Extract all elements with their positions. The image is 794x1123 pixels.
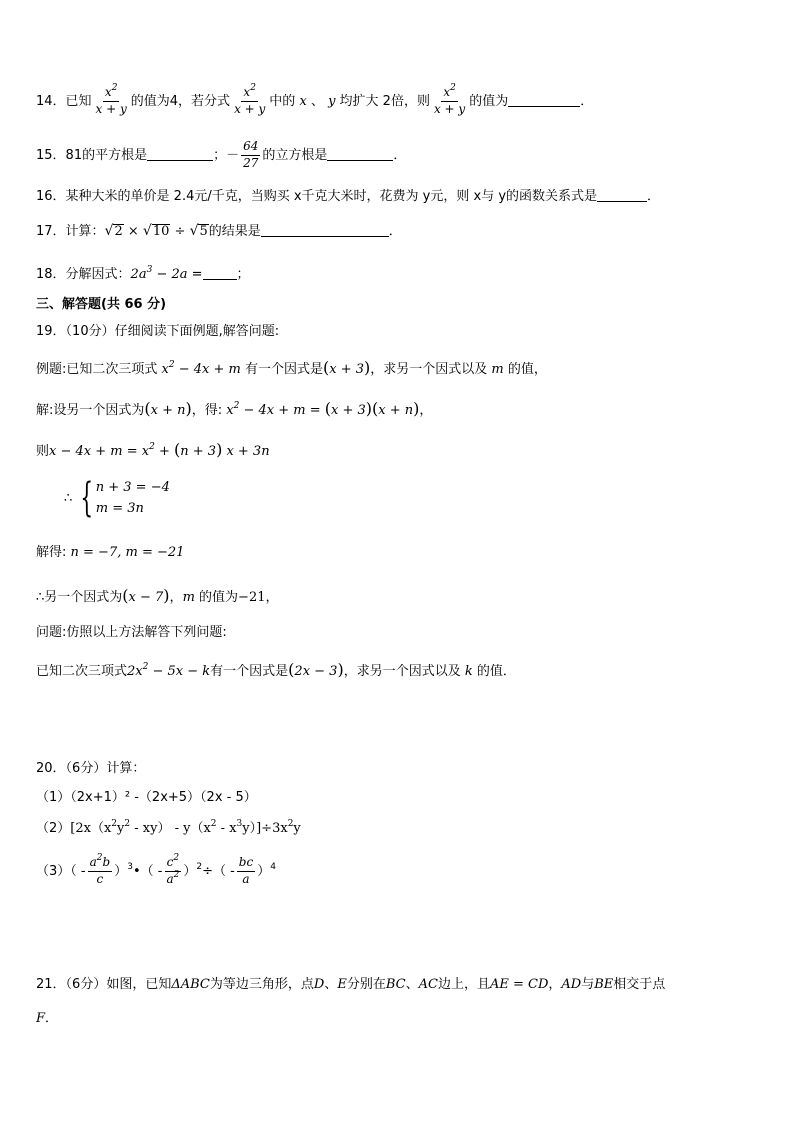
fraction-x2-over-x-plus-y: $\frac{x^2}{x + y}$: [234, 83, 266, 116]
question-21-line-2: F．: [36, 1011, 59, 1026]
answer-blank[interactable]: [261, 224, 389, 237]
question-17: 17．计算：√2 × √10 ÷ √5的结果是 ．: [36, 223, 402, 239]
question-14: 14．已知 $\frac{x^2}{x + y}$ 的值为4，若分式 $\frac{x^2}{x + y}$ 中的 x 、 y 均扩大 2倍，则 $\frac{x^2}{x + y}$ 的值为 ．: [36, 83, 594, 116]
q14-text-1: 的值为4，若分式: [130, 93, 231, 109]
q15-prefix: 15．81的平方根是: [36, 147, 148, 163]
answer-blank[interactable]: [327, 148, 393, 161]
fraction-c2-over-a2: $\frac{c^2}{a^2}$: [166, 853, 180, 886]
q14-text-2: 中的: [269, 93, 296, 109]
question-18: 18．分解因式：$2a^3 - 2a$ = ；: [36, 265, 250, 282]
q20-part-1: （1）（2x+1）² -（2x+5）（2x - 5）: [36, 790, 257, 805]
answer-blank[interactable]: [597, 189, 647, 202]
expression-2a3-minus-2a: $2a^3 - 2a$: [130, 265, 188, 282]
q19-solution-line-2: 则$x - 4x + m = x^2 + (n + 3) x + 3n$: [36, 440, 270, 459]
fraction-x2-over-x-plus-y: $\frac{x^2}{x + y}$: [433, 83, 466, 116]
q19-equation-system: ∴ { n + 3 = −4 m = 3n: [64, 475, 170, 521]
q14-text-5: 的值为: [469, 93, 509, 109]
question-15: 15．81的平方根是 ；－ $\frac{64}{27}$ 的立方根是 ．: [36, 139, 407, 170]
q14-prefix: 14．已知: [36, 93, 92, 109]
sqrt-expression: √2 × √10 ÷ √5: [104, 223, 208, 239]
q19-problem-intro: 问题:仿照以上方法解答下列问题:: [36, 625, 227, 640]
q19-problem: 已知二次三项式$2x^2 - 5x - k$有一个因式是(2x − 3)，求另一个因式以及 k 的值．: [36, 660, 516, 679]
answer-blank[interactable]: [147, 148, 213, 161]
q18-prefix: 18．分解因式：: [36, 267, 131, 282]
q20-part-3: （3）（ - $\frac{a^2b}{c}$ ）$^3$•（ - $\frac{c^2}{a^2}$ ）$^2$÷（ - $\frac{bc}{a}$ ）$^4$: [36, 853, 276, 886]
q14-text-3: 、: [310, 93, 324, 109]
q19-solve-line: 解得: n = −7, m = −21: [36, 545, 185, 560]
q16-text: 16．某种大米的单价是 2.4元/千克，当购买 x千克大米时，花费为 y元，则 x与 y的函数关系式是: [36, 189, 598, 204]
fraction-a2b-over-c: $\frac{a^2b}{c}$: [89, 853, 111, 886]
answer-blank[interactable]: [508, 94, 580, 107]
fraction-x2-over-x-plus-y: $\frac{x^2}{x + y}$: [95, 83, 127, 116]
fraction-64-over-27: $\frac{64}{27}$: [243, 139, 259, 170]
fraction-bc-over-a: $\frac{bc}{a}$: [238, 855, 254, 886]
question-21: 21．（6分）如图，已知ΔABC为等边三角形，点D、E分别在BC、AC边上，且AE = CD，AD与BE相交于点: [36, 977, 666, 992]
q19-example-line: 例题:已知二次三项式 $x^2 - 4x + m$ 有一个因式是(x + 3)，求另一个因式以及 m 的值，: [36, 358, 547, 377]
q20-part-2: $(2)[2x(x^2y^2 - xy) - y(x^2 - x^3y)]\div 3x^2y$: [36, 819, 301, 836]
answer-blank[interactable]: [203, 267, 237, 280]
q14-text-4: 均扩大 2倍，则: [339, 93, 430, 109]
question-16: 16．某种大米的单价是 2.4元/千克，当购买 x千克大米时，花费为 y元，则 x与 y的函数关系式是 ．: [36, 189, 661, 204]
q17-prefix: 17．计算：: [36, 224, 105, 239]
section-heading: 三、解答题(共 66 分): [36, 297, 167, 312]
q19-solution-line-1: 解:设另一个因式为(x + n)，得: $x^2 - 4x + m = (x + 3)(x + n)$，: [36, 399, 433, 418]
question-20-heading: 20．（6分）计算：: [36, 761, 146, 776]
q19-conclusion: ∴另一个因式为(x − 7)，m 的值为−21，: [36, 586, 279, 605]
question-19-heading: 19．（10分）仔细阅读下面例题,解答问题:: [36, 324, 280, 339]
